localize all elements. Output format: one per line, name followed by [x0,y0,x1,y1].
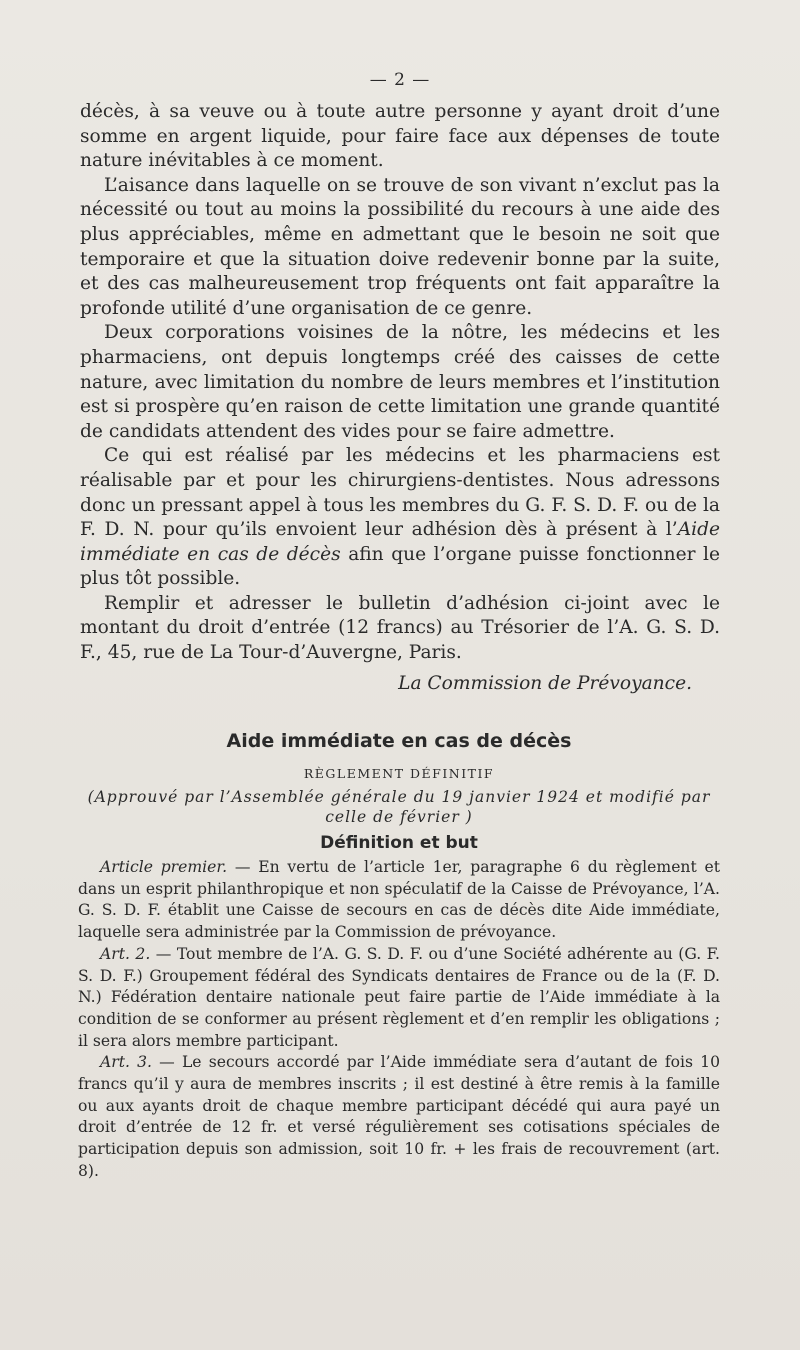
page-number: — 2 — [369,70,431,90]
article [78,1052,720,1182]
paragraph: décès, à sa veuve ou à toute autre personne y ayant droit d’une somme en argent liquide, pour faire face aux dépenses de toute nature inévitables à ce moment. [80,101,720,172]
paragraph-text: Ce qui est réalisé par les médecins et les pharmaciens est réalisable par et pour les chirurgiens-dentistes. Nous adressons donc un pressant appel à tous les membres du G. F. S. D. F. ou de la F. D. N. pour qu’ils envoient leur adhésion dès à présent à l’ [80,445,720,541]
article-label: Art. 3. [100,1053,152,1072]
article-text: — En vertu de l’article 1er, paragraphe 6 du règlement et dans un esprit philanthropique et non spéculatif de la Caisse de Prévoyance, l’A. G. S. D. F. établit une Caisse de secours en cas de décès dite Aide immédiate, laquelle sera administrée par la Commission de prévoyance. [78,858,720,942]
article [78,857,720,944]
article-label: Article premier. [100,858,228,876]
emphasis-text: Aide immédiate en cas de décès [80,519,720,565]
article-label: Art. 2. [100,944,151,963]
signature: La Commission de Prévoyance. [398,672,692,694]
article-text: — Tout membre de l’A. G. S. D. F. ou d’une Société adhérente au (G. F. S. D. F.) Groupement fédéral des Syndicats dentaires de France ou de la (F. D. N.) Fédération dentaire nationale peut faire partie de l’Aide immédiate à la condition de se conformer au présent règlement et d’en remplir les obligations ; il sera alors membre participant. [78,944,720,1050]
regulation-section [78,730,720,1183]
paragraph: Remplir et adresser le bulletin d’adhésion ci-joint avec le montant du droit d’entrée (12 francs) au Trésorier de l’A. G. S. D. F., 45, rue de La Tour-d’Auvergne, Paris. [80,592,720,664]
paragraph: L’aisance dans laquelle on se trouve de son vivant n’exclut pas la nécessité ou tout au moins la possibilité du recours à une aide des plus appréciables, même en admettant que le besoin ne soit que temporaire et que la situation doive redevenir bonne par la suite, et des cas malheureusement trop fréquents ont fait apparaître la profonde utilité d’une organisation de ce genre. [80,174,720,319]
section-title: Aide immédiate en cas de décès [226,730,572,752]
paragraph: Deux corporations voisines de la nôtre, les médecins et les pharmaciens, ont depuis longtemps créé des caisses de cette nature, avec limitation du nombre de leurs membres et l’institution est si prospère qu’en raison de cette limitation une grande quantité de candidats attendent des vides pour se faire admettre. [80,322,720,442]
paragraph-text: afin que l’organe puisse fonctionner le plus tôt possible. [80,543,720,590]
article-text: — Le secours accordé par l’Aide immédiate sera d’autant de fois 10 francs qu’il y aura de membres inscrits ; il est destiné à être remis à la famille ou aux ayants droit de chaque membre participant décédé qui aura payé un droit d’entrée de 12 fr. et versé régulièrement ses cotisations spéciales de participation depuis son admission, soit 10 fr. + les frais de recouvrement (art. 8). [78,1053,720,1180]
articles-list [78,857,720,1183]
article [78,944,720,1053]
paragraph [80,444,720,592]
intro-text [80,100,720,696]
section-subtitle: RÈGLEMENT DÉFINITIF [303,766,495,781]
approval-note: (Approuvé par l’Assemblée générale du 19 janvier 1924 et modifié par celle de février ) [87,788,711,826]
subsection-title: Définition et but [320,833,478,853]
